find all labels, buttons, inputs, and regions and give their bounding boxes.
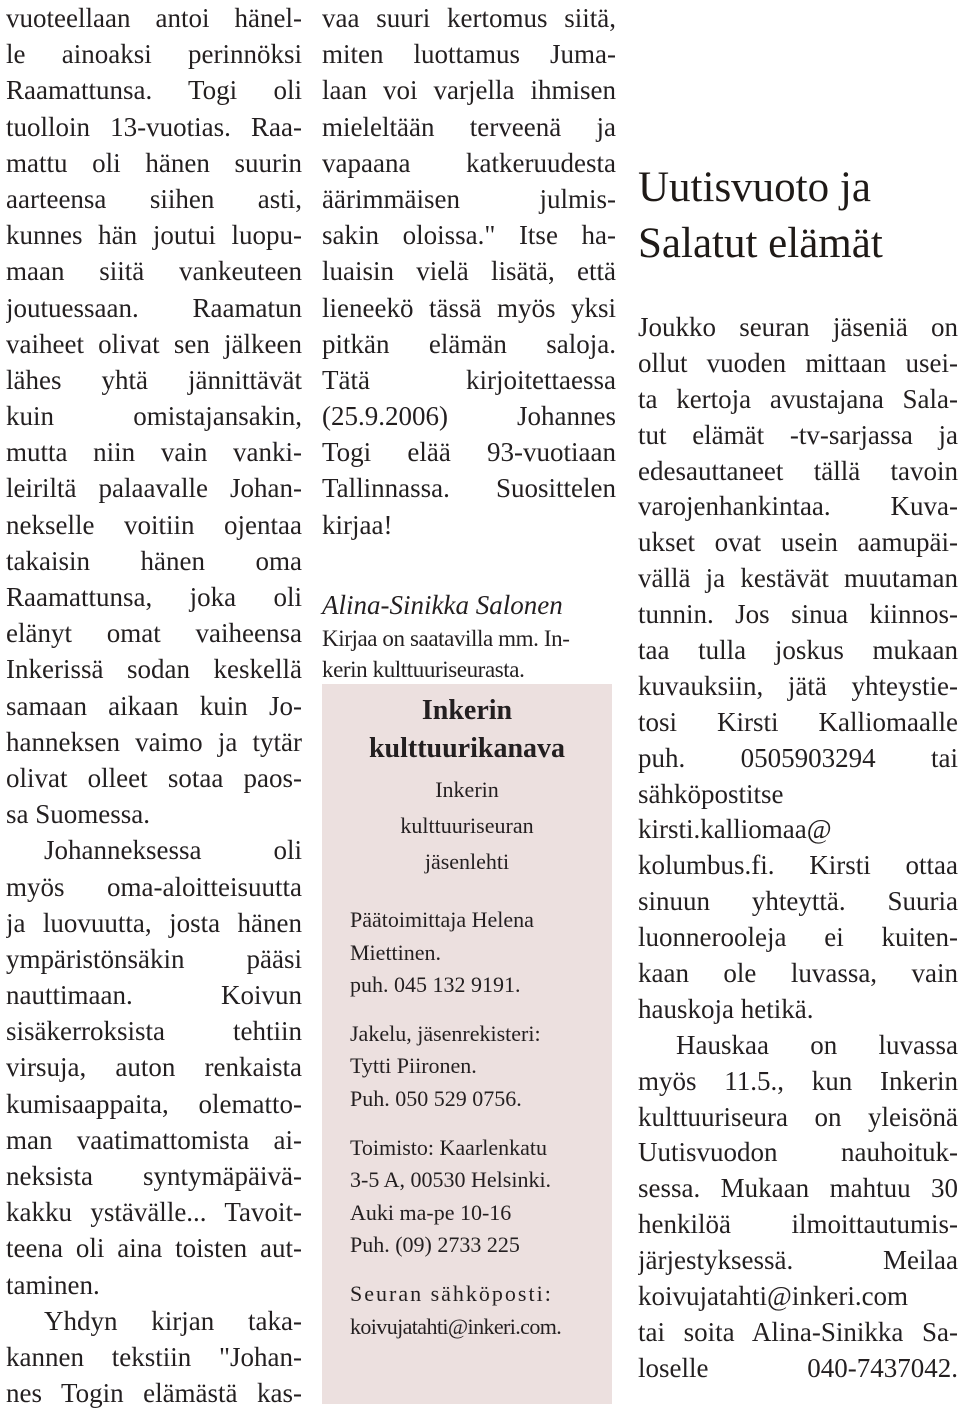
- column-3-line: hauskoja hetikä.: [638, 993, 814, 1024]
- column-1-line: joutuessaan. Raamatun: [6, 292, 302, 323]
- column-1-line: Raamattunsa, joka oli: [6, 582, 302, 612]
- column-1-line: vuoteellaan antoi hänel-: [6, 3, 302, 33]
- column-2-line: Togi elää 93-vuotiaan: [322, 437, 616, 468]
- column-1-line: aarteensa siihen asti,: [6, 183, 302, 214]
- infobox-subtitle-line-1: Inkerin: [435, 777, 499, 802]
- column-2-line: sakin oloissa." Itse ha-: [322, 220, 616, 251]
- column-1-line: sisäkerroksista tehtiin: [6, 1016, 302, 1047]
- headline-line-1: Uutisvuoto ja: [638, 164, 871, 211]
- infobox-editor-line-3: puh. 045 132 9191.: [350, 972, 521, 998]
- column-1-line: taminen.: [6, 1269, 100, 1300]
- column-1-line: kuin omistajansakin,: [6, 401, 302, 432]
- column-1-line: hanneksen vaimo ja tytär: [6, 726, 302, 757]
- article-column-3-text: [638, 310, 958, 1387]
- infobox-distribution-line-3: Puh. 050 529 0756.: [350, 1085, 522, 1111]
- infobox-email-label: Seuran sähköposti:: [350, 1280, 553, 1306]
- column-1-line: tuolloin 13-vuotias. Raa-: [6, 111, 302, 142]
- column-1-line: kakku ystävälle... Tavoit-: [6, 1197, 302, 1228]
- column-2-line: äärimmäisen julmis-: [322, 183, 616, 214]
- column-3-line: edesauttaneet tällä tavoin: [638, 455, 958, 486]
- infobox-editor-line-1: Päätoimittaja Helena: [350, 907, 534, 932]
- column-1-line: kannen tekstiin "Johan-: [6, 1341, 302, 1372]
- column-2-line: Tallinnassa. Suosittelen: [322, 473, 616, 504]
- column-1-line: takaisin hänen oma: [6, 545, 302, 576]
- column-1-line: elänyt omat vaiheensa: [6, 618, 302, 649]
- column-3-line: kolumbus.fi. Kirsti ottaa: [638, 850, 958, 881]
- column-1-line: mattu oli hänen suurin: [6, 147, 302, 178]
- column-2-line: mieleltään terveenä ja: [322, 111, 616, 142]
- column-1-line: Inkerissä sodan keskellä: [6, 654, 302, 685]
- column-3-line: tunnin. Jos sinua kiinnos-: [638, 599, 958, 630]
- column-3-line: henkilöä ilmoittautumis-: [638, 1209, 958, 1240]
- article-column-3: [638, 160, 958, 1387]
- column-3-line: sinuun yhteyttä. Suuria: [638, 886, 958, 917]
- column-3-line: ukset ovat usein aamupäi-: [638, 527, 958, 558]
- column-3-line: koivujatahti@inkeri.com: [638, 1281, 909, 1312]
- column-3-line: ta kertoja avustajana Sala-: [638, 383, 958, 414]
- column-3-line: järjestyksessä. Meilaa: [638, 1245, 958, 1276]
- availability-note-line-2: kerin kulttuuriseurasta.: [322, 656, 525, 682]
- column-1-line: le ainoaksi perinnöksi: [6, 39, 302, 70]
- column-2-line: laan voi varjella ihmisen: [322, 75, 616, 106]
- column-3-line: puh. 0505903294 tai: [638, 742, 958, 773]
- column-3-line: Uutisvuodon nauhoituk-: [638, 1137, 958, 1168]
- infobox-office-line-2: 3-5 A, 00530 Helsinki.: [350, 1167, 552, 1193]
- author-signature: Alina-Sinikka Salonen: [322, 589, 563, 620]
- column-1-line: maan siitä vankeuteen: [6, 256, 302, 287]
- column-1-line: lähes yhtä jännittävät: [6, 364, 302, 395]
- column-3-line: sähköpostitse: [638, 778, 784, 809]
- column-1-line: teena oli aina toisten aut-: [6, 1233, 302, 1264]
- infobox-email-address: koivujatahti@inkeri.com.: [350, 1313, 562, 1339]
- column-1-line: samaan aikaan kuin Jo-: [6, 690, 302, 721]
- column-3-line: vällä ja kestävät muutaman: [638, 563, 958, 594]
- column-1-line: Yhdyn kirjan taka-: [44, 1305, 302, 1336]
- column-3-line: tut elämät -tv-sarjassa ja: [638, 419, 958, 450]
- column-2-line: Tätä kirjoitettaessa: [322, 364, 616, 395]
- column-1-line: ja luovuutta, josta hänen: [6, 907, 302, 938]
- column-3-line: kaan ole luvassa, vain: [638, 958, 958, 989]
- column-1-line: vaiheet olivat sen jälkeen: [6, 328, 302, 359]
- column-3-line: Hauskaa on luvassa: [676, 1029, 958, 1060]
- column-2-line: vaa suuri kertomus siitä,: [322, 3, 616, 33]
- column-2-line: miten luottamus Juma-: [322, 39, 616, 70]
- article-column-1: [6, 0, 302, 1411]
- infobox-editor-line-2: Miettinen.: [350, 939, 442, 965]
- column-1-line: virsuja, auton renkaista: [6, 1052, 302, 1083]
- column-1-line: mutta niin vain vanki-: [6, 437, 302, 468]
- column-2-line: pitkän elämän saloja.: [322, 328, 616, 359]
- column-1-line: kunnes hän joutui luopu-: [6, 220, 302, 251]
- column-2-line: vapaana katkeruudesta: [322, 147, 616, 178]
- column-1-line: nes Togin elämästä kas-: [6, 1378, 302, 1409]
- column-1-line: Raamattunsa. Togi oli: [6, 75, 302, 106]
- infobox-distribution-line-2: Tytti Piironen.: [350, 1053, 477, 1079]
- column-3-line: kulttuuriseura on yleisönä: [638, 1101, 958, 1132]
- column-3-line: kuvauksiin, jätä yhteystie-: [638, 670, 958, 701]
- column-3-line: loselle 040-7437042.: [638, 1352, 958, 1383]
- infobox-subtitle-line-2: kulttuuriseuran: [400, 813, 534, 838]
- column-3-line: luonnerooleja ei kuiten-: [638, 922, 958, 953]
- column-1-line: ympäristönsäkin pääsi: [6, 943, 302, 974]
- column-3-line: kirsti.kalliomaa@: [638, 814, 832, 845]
- infobox-subtitle-line-3: jäsenlehti: [424, 849, 510, 874]
- column-1-line: man vaatimattomista ai-: [6, 1124, 302, 1155]
- column-2-line: luaisin vielä lisätä, että: [322, 256, 616, 287]
- column-2-line: lieneekö tässä myös yksi: [322, 292, 616, 323]
- publication-info-box: [322, 684, 612, 1404]
- column-2-line: kirjaa!: [322, 509, 393, 540]
- article-column-2: [322, 0, 616, 685]
- headline-line-2: Salatut elämät: [638, 220, 883, 267]
- infobox-office-line-3: Auki ma-pe 10-16: [350, 1199, 512, 1225]
- column-1-line: leiriltä palaavalle Johan-: [6, 473, 302, 504]
- column-1-line: myös oma-aloitteisuutta: [6, 871, 302, 902]
- column-3-line: varojenhankintaa. Kuva-: [638, 491, 958, 522]
- column-1-line: sa Suomessa.: [6, 799, 150, 830]
- infobox-office-line-1: Toimisto: Kaarlenkatu: [350, 1134, 548, 1160]
- column-3-line: tai soita Alina-Sinikka Sa-: [638, 1316, 958, 1347]
- infobox-title-line-1: Inkerin: [421, 695, 513, 726]
- column-3-line: taa tulla joskus mukaan: [638, 635, 958, 666]
- column-3-line: sessa. Mukaan mahtuu 30: [638, 1173, 958, 1204]
- column-1-line: Johanneksessa oli: [44, 835, 302, 866]
- column-2-line: (25.9.2006) Johannes: [322, 401, 616, 432]
- column-1-line: nauttimaan. Koivun: [6, 980, 302, 1011]
- article-column-2-text: [322, 0, 616, 543]
- column-1-line: neksista syntymäpäivä-: [6, 1161, 302, 1191]
- article-headline: [638, 160, 958, 272]
- column-1-line: nekselle voitiin ojentaa: [6, 509, 302, 540]
- column-1-line: kumisaappaita, olematto-: [6, 1088, 302, 1119]
- column-3-line: Joukko seuran jäseniä on: [638, 312, 958, 342]
- infobox-office-line-4: Puh. (09) 2733 225: [350, 1232, 520, 1258]
- availability-note-line-1: Kirjaa on saatavilla mm. In-: [322, 625, 570, 651]
- column-3-line: tosi Kirsti Kalliomaalle: [638, 706, 958, 737]
- column-3-line: ollut vuoden mittaan usei-: [638, 347, 958, 378]
- column-1-line: olivat olleet sotaa paos-: [6, 762, 302, 793]
- infobox-title-line-2: kulttuurikanava: [368, 733, 566, 764]
- infobox-distribution-line-1: Jakelu, jäsenrekisteri:: [350, 1020, 541, 1046]
- column-3-line: myös 11.5., kun Inkerin: [638, 1065, 958, 1096]
